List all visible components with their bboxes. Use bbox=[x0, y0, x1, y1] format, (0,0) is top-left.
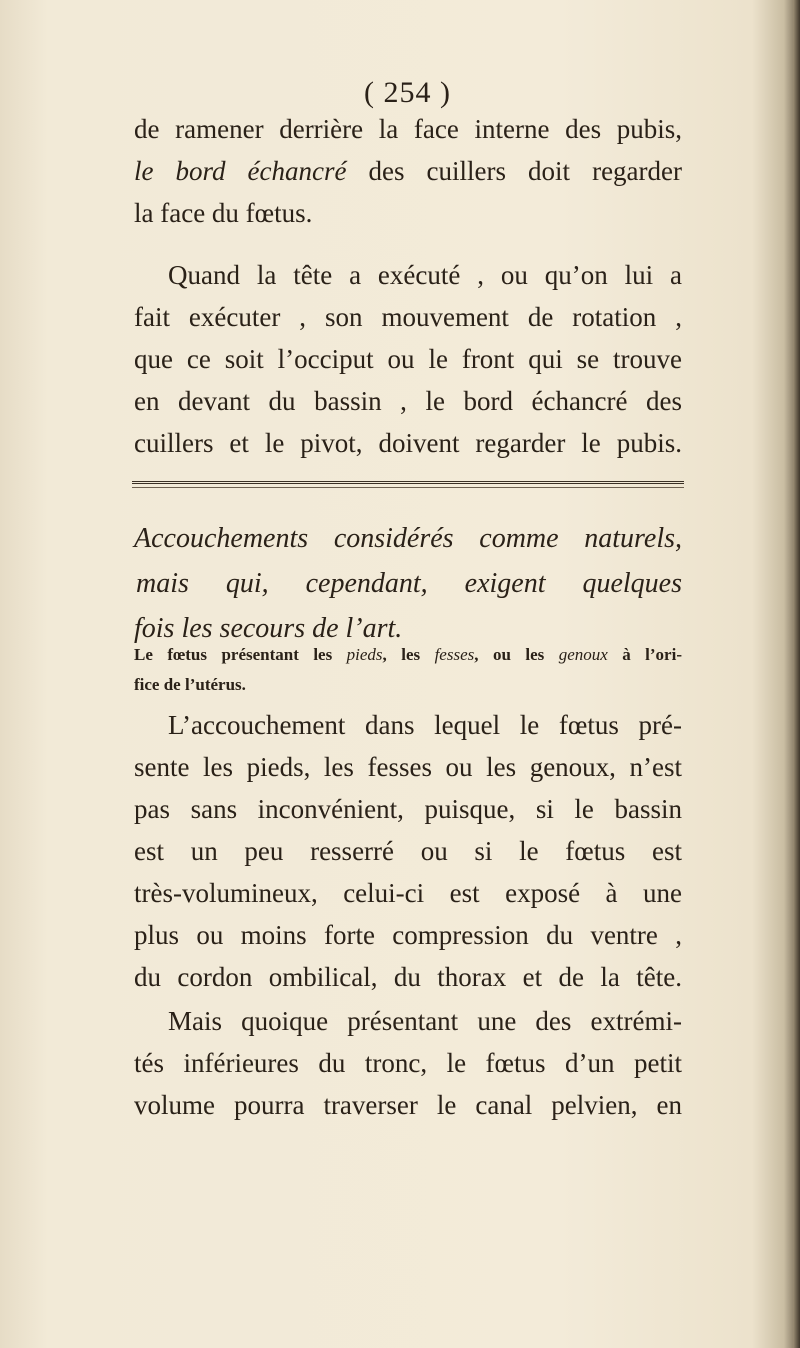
paragraph-line: L’accouchement dans lequel le fœtus pré- bbox=[168, 710, 682, 740]
paragraph-line: de ramener derrière la face interne des pubis, bbox=[134, 114, 682, 144]
section-heading bbox=[134, 516, 682, 651]
summary-term-pieds: pieds bbox=[346, 645, 383, 664]
paragraph-line: que ce soit l’occiput ou le front qui se trouve bbox=[134, 344, 682, 374]
section-summary bbox=[134, 640, 682, 700]
italic-term: le bord échancré bbox=[134, 156, 347, 186]
paragraph-line: tés inférieures du tronc, le fœtus d’un petit bbox=[134, 1048, 682, 1078]
paragraph-3 bbox=[134, 704, 682, 998]
page-edge-shadow bbox=[793, 0, 800, 1348]
paragraph-line: cuillers et le pivot, doivent regarder le pubis. bbox=[134, 428, 682, 458]
paragraph-line: plus ou moins forte compression du ventre , bbox=[134, 920, 682, 950]
summary-term-genoux: genoux bbox=[558, 645, 608, 664]
summary-line bbox=[134, 640, 682, 670]
page-number: ( 254 ) bbox=[364, 76, 451, 109]
summary-text: , ou les bbox=[474, 645, 559, 664]
heading-line: fois les secours de l’art. bbox=[134, 613, 403, 644]
paragraph-line-rest: des cuillers doit regarder bbox=[346, 156, 683, 186]
paragraph-line bbox=[134, 150, 682, 192]
summary-text: à l’ori- bbox=[607, 645, 682, 664]
summary-term-fesses: fesses bbox=[434, 645, 475, 664]
paragraph-line: Quand la tête a exécuté , ou qu’on lui a bbox=[168, 260, 682, 290]
paragraph-line: fait exécuter , son mouvement de rotation , bbox=[134, 302, 682, 332]
paragraph-line: volume pourra traverser le canal pelvien, en bbox=[134, 1090, 682, 1120]
heading-line: mais qui, cependant, exigent quelques bbox=[136, 568, 682, 599]
section-divider-thin bbox=[132, 487, 684, 488]
summary-text: , les bbox=[382, 645, 435, 664]
paragraph-line: très-volumineux, celui-ci est exposé à une bbox=[134, 878, 682, 908]
paragraph-line: la face du fœtus. bbox=[134, 198, 313, 228]
summary-line: fice de l’utérus. bbox=[134, 675, 246, 694]
paragraph-line: est un peu resserré ou si le fœtus est bbox=[134, 836, 682, 866]
paragraph-2 bbox=[134, 254, 682, 464]
paragraph-line: en devant du bassin , le bord échancré des bbox=[134, 386, 682, 416]
heading-line: Accouchements considérés comme naturels, bbox=[134, 523, 682, 554]
section-divider bbox=[132, 481, 684, 484]
paragraph-line: pas sans inconvénient, puisque, si le bassin bbox=[134, 794, 682, 824]
summary-text: Le fœtus présentant les bbox=[134, 645, 347, 664]
paragraph-line: sente les pieds, les fesses ou les genoux, n’est bbox=[134, 752, 682, 782]
paragraph-line: du cordon ombilical, du thorax et de la tête. bbox=[134, 962, 682, 992]
paragraph-line: Mais quoique présentant une des extrémi- bbox=[168, 1006, 682, 1036]
paragraph-1 bbox=[134, 108, 682, 234]
paragraph-4 bbox=[134, 1000, 682, 1126]
